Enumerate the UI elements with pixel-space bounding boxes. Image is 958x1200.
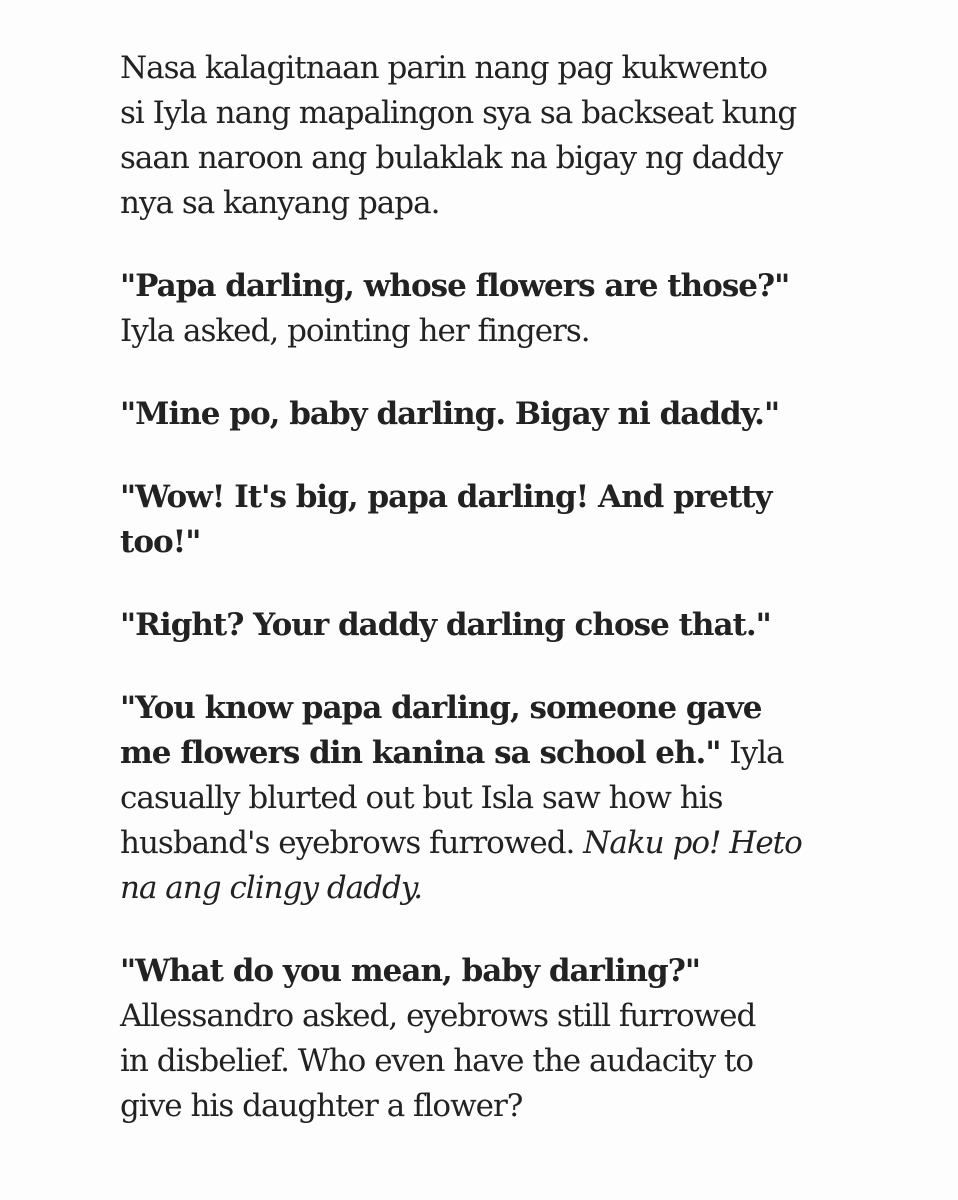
dialogue-text: "Papa darling, whose flowers are those?" <box>120 268 790 304</box>
dialogue-text: "Wow! It's big, papa darling! And pretty <box>120 479 772 515</box>
text-line <box>120 264 840 309</box>
text-line <box>120 475 840 520</box>
story-paragraph <box>120 949 840 1129</box>
narration-text: husband's eyebrows furrowed. <box>120 825 584 861</box>
narration-text: nya sa kanyang papa. <box>120 185 440 221</box>
story-paragraph <box>120 603 840 648</box>
text-line <box>120 181 840 226</box>
narration-text: Allessandro asked, eyebrows still furrowed <box>120 998 756 1034</box>
narration-text: saan naroon ang bulaklak na bigay ng daddy <box>120 140 783 176</box>
text-line <box>120 309 840 354</box>
text-line <box>120 776 840 821</box>
text-line <box>120 686 840 731</box>
narration-text: casually blurted out but Isla saw how his <box>120 780 723 816</box>
dialogue-text: "Right? Your daddy darling chose that." <box>120 607 771 643</box>
story-paragraph <box>120 475 840 565</box>
narration-text: Nasa kalagitnaan parin nang pag kukwento <box>120 50 767 86</box>
text-line <box>120 392 840 437</box>
dialogue-text: too!" <box>120 524 201 560</box>
narration-text: si Iyla nang mapalingon sya sa backseat kung <box>120 95 797 131</box>
dialogue-text: "Mine po, baby darling. Bigay ni daddy." <box>120 396 780 432</box>
story-paragraph <box>120 264 840 354</box>
thought-text: na ang clingy daddy. <box>120 870 423 906</box>
narration-text: in disbelief. Who even have the audacity to <box>120 1043 753 1079</box>
narration-text: give his daughter a flower? <box>120 1088 523 1124</box>
story-paragraph <box>120 46 840 226</box>
narration-text: Iyla asked, pointing her fingers. <box>120 313 590 349</box>
text-line <box>120 603 840 648</box>
story-text <box>120 46 840 1129</box>
text-line <box>120 866 840 911</box>
text-line <box>120 994 840 1039</box>
story-paragraph <box>120 686 840 911</box>
story-paragraph <box>120 392 840 437</box>
text-line <box>120 520 840 565</box>
text-line <box>120 1084 840 1129</box>
text-line <box>120 949 840 994</box>
text-line <box>120 821 840 866</box>
text-line <box>120 46 840 91</box>
dialogue-text: "What do you mean, baby darling?" <box>120 953 701 989</box>
text-line <box>120 731 840 776</box>
dialogue-text: "You know papa darling, someone gave <box>120 690 762 726</box>
text-line <box>120 91 840 136</box>
thought-text: Naku po! Heto <box>583 825 802 861</box>
text-line <box>120 136 840 181</box>
text-line <box>120 1039 840 1084</box>
narration-text: Iyla <box>720 735 784 771</box>
dialogue-text: me flowers din kanina sa school eh." <box>120 735 721 771</box>
